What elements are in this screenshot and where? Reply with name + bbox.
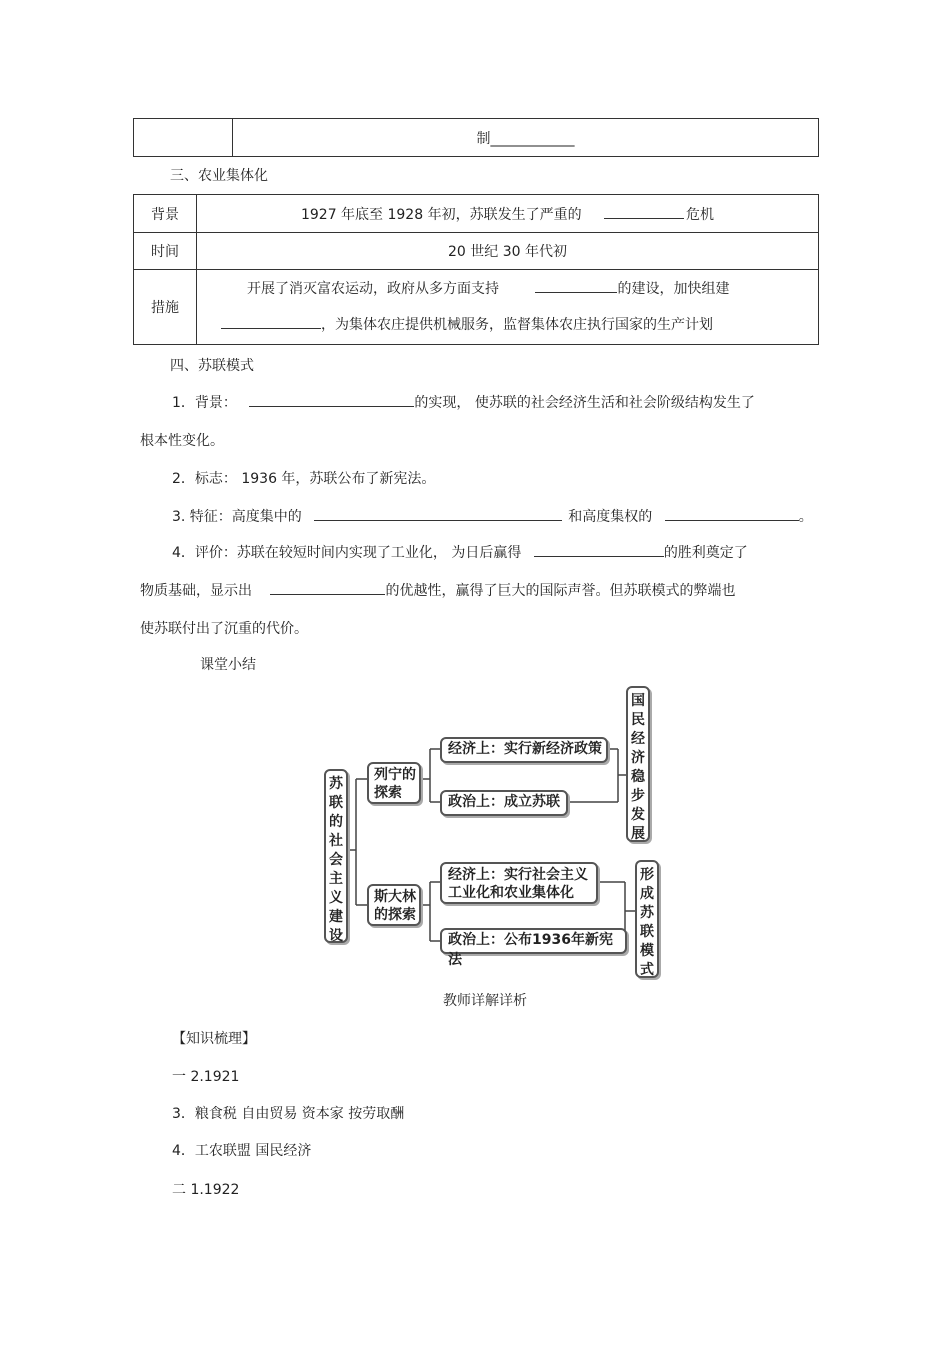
knowledge-heading: 【知识梳理】 xyxy=(172,1031,256,1047)
lenin-result-box xyxy=(626,686,650,842)
result-char: 经 xyxy=(631,731,645,747)
result-char: 民 xyxy=(631,712,645,728)
stalin-line: 斯大林 xyxy=(374,889,416,905)
row-content: 20 世纪 30 年代初 xyxy=(197,233,819,270)
result-char: 展 xyxy=(631,826,645,842)
top-table-blank: ____________ xyxy=(490,130,575,147)
stalin-line: 的探索 xyxy=(374,907,416,923)
item-text: 。 xyxy=(798,509,813,525)
row-text: 的建设，加快组建 xyxy=(617,281,730,297)
stalin-econ-box xyxy=(440,862,598,904)
answer-line: 4．工农联盟 国民经济 xyxy=(172,1143,312,1159)
row-text: 1927 年底至 1928 年初，苏联发生了严重的 xyxy=(300,206,582,223)
lenin-line: 探索 xyxy=(374,785,402,801)
root-char: 义 xyxy=(329,890,343,906)
item-text: 4．评价：苏联在较短时间内实现了工业化， 为日后赢得 xyxy=(172,545,522,561)
root-char: 建 xyxy=(329,909,343,925)
stalin-pol-box xyxy=(440,928,627,968)
result-char: 苏 xyxy=(640,905,654,921)
result-char: 发 xyxy=(631,807,645,823)
result-char: 联 xyxy=(640,924,654,940)
lenin-econ-box xyxy=(440,737,608,763)
root-char: 社 xyxy=(329,833,343,849)
row-label: 措施 xyxy=(134,270,197,345)
analysis-heading: 教师详解详析 xyxy=(443,993,527,1009)
stalin-econ-line: 经济上：实行社会主义 xyxy=(448,867,588,883)
summary-heading: 课堂小结 xyxy=(200,657,256,673)
answer-line: 一 2.1921 xyxy=(172,1069,240,1085)
item4-line3: 使苏联付出了沉重的代价。 xyxy=(140,621,308,637)
stalin-result-box xyxy=(635,860,659,978)
result-char: 步 xyxy=(631,788,645,804)
section4-heading: 四、苏联模式 xyxy=(170,358,254,374)
lenin-box xyxy=(367,762,421,804)
result-char: 国 xyxy=(631,693,645,709)
stalin-econ-line: 工业化和农业集体化 xyxy=(448,885,574,901)
row-text: ，为集体农庄提供机械服务，监督集体农庄执行国家的生产计划 xyxy=(321,317,713,333)
item-text: 的实现， 使苏联的社会经济生活和社会阶级结构发生了 xyxy=(414,395,755,411)
row-label: 背景 xyxy=(134,195,197,233)
item-text: 和高度集权的 xyxy=(568,509,653,525)
result-char: 形 xyxy=(640,867,654,883)
section3-heading: 三、农业集体化 xyxy=(170,168,268,184)
answer-line: 二 1.1922 xyxy=(172,1182,240,1198)
diagram-root-box xyxy=(324,769,348,943)
item-text: 的胜利奠定了 xyxy=(663,545,748,561)
root-char: 苏 xyxy=(329,776,343,792)
lenin-pol-box xyxy=(440,790,568,816)
item2: 2．标志： 1936 年，苏联公布了新宪法。 xyxy=(172,471,436,487)
result-char: 济 xyxy=(631,750,645,766)
root-char: 设 xyxy=(329,928,343,944)
answer-line: 3．粮食税 自由贸易 资本家 按劳取酬 xyxy=(172,1106,405,1122)
result-char: 稳 xyxy=(631,769,645,785)
top-table-text: 制 xyxy=(476,130,491,147)
stalin-pol-text: 政治上：公布1936年新宪法 xyxy=(448,932,613,968)
item-text: 物质基础，显示出 xyxy=(140,583,252,599)
stalin-box xyxy=(367,884,421,926)
item-text: 的优越性，赢得了巨大的国际声誉。但苏联模式的弊端也 xyxy=(385,583,736,599)
root-char: 联 xyxy=(329,795,343,811)
result-char: 模 xyxy=(640,943,654,959)
lenin-line: 列宁的 xyxy=(374,767,416,783)
item-text: 3. 特征：高度集中的 xyxy=(172,509,302,525)
row-text: 危机 xyxy=(686,206,715,223)
lenin-pol-text: 政治上：成立苏联 xyxy=(448,794,560,810)
item-text: 1．背景： xyxy=(172,395,237,411)
row-label: 时间 xyxy=(134,233,197,270)
lenin-econ-text: 经济上：实行新经济政策 xyxy=(448,741,602,757)
root-char: 主 xyxy=(329,871,343,887)
result-char: 式 xyxy=(640,962,654,978)
root-char: 的 xyxy=(329,814,343,830)
row-text: 开展了消灭富农运动，政府从多方面支持 xyxy=(247,281,499,297)
root-char: 会 xyxy=(329,852,343,868)
result-char: 成 xyxy=(640,886,654,902)
item1-line2: 根本性变化。 xyxy=(140,433,224,449)
